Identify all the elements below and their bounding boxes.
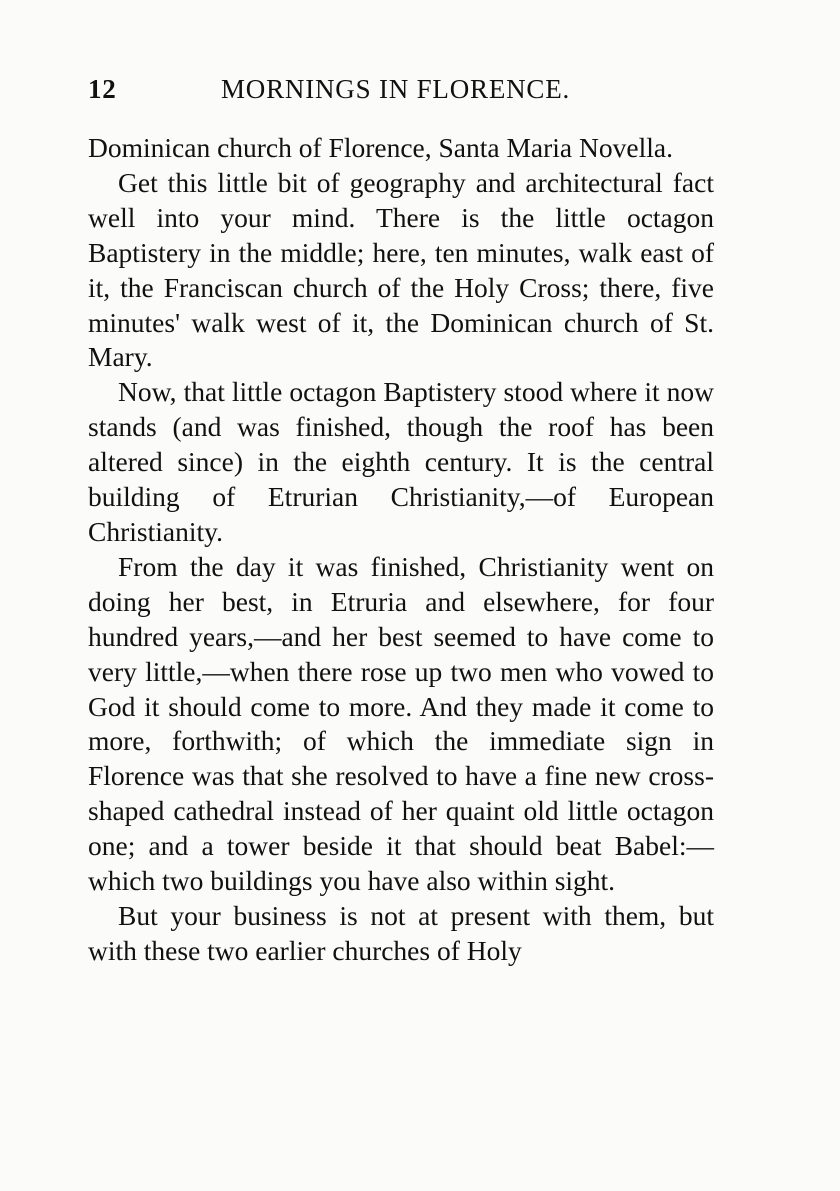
paragraph: From the day it was finished, Christianity went on doing her best, in Etruria and elsewhere, for four hundred years,—and her best seemed to have come to very little,—when there rose up two men who vowed to God it should come to more. And they made it come to more, forthwith; of which the immediate sign in Florence was that she resolved to have a fine new cross-shaped cathedral instead of her quaint old little octagon one; and a tower beside it that should beat Babel:—which two buildings you have also within sight. (88, 550, 714, 897)
page-number: 12 (88, 74, 117, 104)
paragraph-continued: Dominican church of Florence, Santa Maria Novella. (88, 132, 673, 163)
page-header (88, 74, 714, 114)
body-text (88, 131, 714, 969)
running-title: MORNINGS IN FLORENCE. (221, 74, 571, 104)
paragraph: Get this little bit of geography and architectural fact well into your mind. There is the little octagon Baptistery in the middle; here, ten minutes, walk east of it, the Franciscan church of the Holy Cross; there, five minutes' walk west of it, the Dominican church of St. Mary. (88, 166, 714, 373)
paragraph: But your business is not at present with them, but with these two earlier churches of Holy (88, 899, 714, 966)
paragraph: Now, that little octagon Baptistery stood where it now stands (and was finished, though the roof has been altered since) in the eighth century. It is the central building of Etrurian Christianity,—of European Christianity. (88, 376, 714, 547)
